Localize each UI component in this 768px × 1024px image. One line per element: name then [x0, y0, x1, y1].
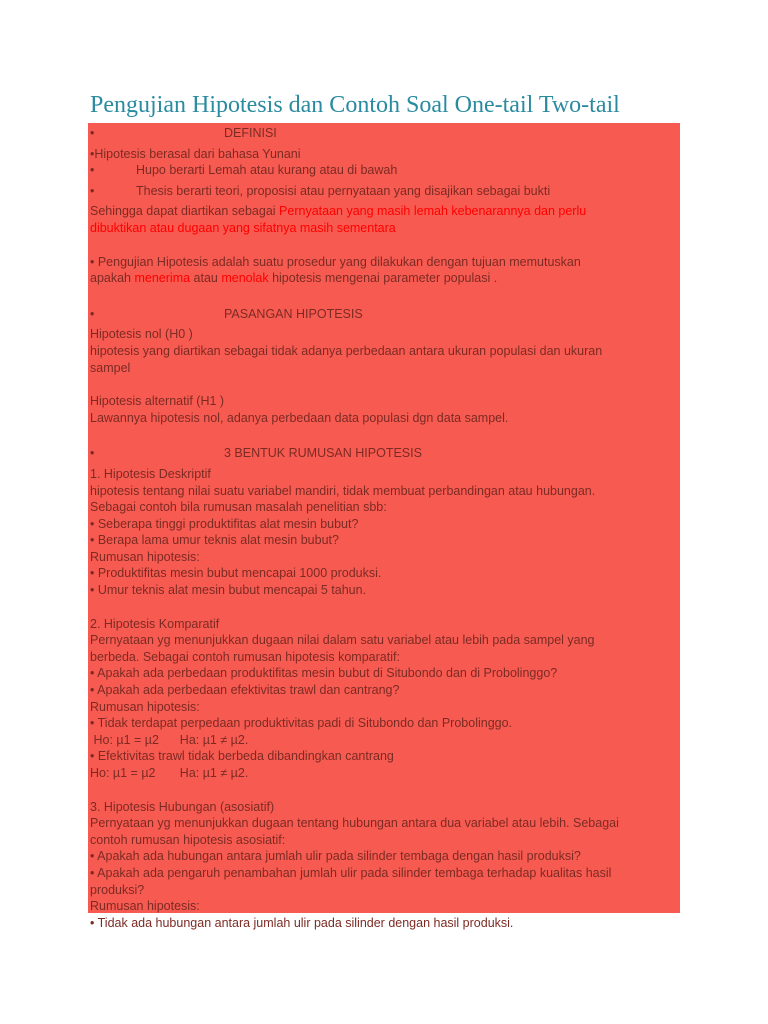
deskriptif-line: Sebagai contoh bila rumusan masalah penelitian sbb: [90, 500, 387, 515]
komparatif-line: Ho: µ1 = µ2 Ha: µ1 ≠ µ2. [90, 766, 249, 780]
deskriptif-line: • Seberapa tinggi produktifitas alat mesin bubut? [90, 516, 359, 531]
bullet: • [90, 126, 95, 140]
pengujian-definition: • Pengujian Hipotesis adalah suatu prosedur yang dilakukan dengan tujuan memutuskan [90, 254, 581, 269]
hubungan-title: 3. Hipotesis Hubungan (asosiatif) [90, 799, 275, 814]
deskriptif-line: Rumusan hipotesis: [90, 549, 200, 564]
hubungan-line: Rumusan hipotesis: [90, 899, 200, 914]
bullet: • [90, 163, 95, 178]
komparatif-line: Rumusan hipotesis: [90, 699, 200, 714]
pengujian-atau: atau [190, 271, 222, 286]
hubungan-line: Pernyataan yg menunjukkan dugaan tentang hubungan antara dua variabel atau lebih. Sebagai [90, 816, 619, 831]
komparatif-line: • Tidak terdapat perpedaan produktivitas padi di Situbondo dan Probolinggo. [90, 716, 513, 731]
komparatif-line: berbeda. Sebagai contoh rumusan hipotesis komparatif: [90, 649, 400, 664]
sehingga-highlight-2: dibuktikan atau dugaan yang sifatnya masih sementara [90, 220, 396, 235]
komparatif-title: 2. Hipotesis Komparatif [90, 616, 220, 631]
section-heading-pasangan [90, 306, 678, 323]
pengujian-menolak: menolak [221, 271, 269, 286]
h0-description-2: sampel [90, 360, 131, 375]
komparatif-line: • Efektivitas trawl tidak berbeda dibandingkan cantrang [90, 749, 394, 764]
pasangan-heading: PASANGAN HIPOTESIS [224, 306, 363, 321]
h0-description: hipotesis yang diartikan sebagai tidak adanya perbedaan antara ukuran populasi dan ukuran [90, 343, 603, 358]
page-title: Pengujian Hipotesis dan Contoh Soal One-tail Two-tail [90, 92, 620, 118]
deskriptif-line: • Umur teknis alat mesin bubut mencapai 5 tahun. [90, 583, 367, 598]
definisi-heading: DEFINISI [224, 126, 277, 140]
definisi-thesis [90, 183, 678, 200]
hubungan-line: produksi? [90, 882, 145, 897]
bullet: • [90, 183, 95, 198]
hubungan-line: contoh rumusan hipotesis asosiatif: [90, 832, 286, 847]
hubungan-line: • Tidak ada hubungan antara jumlah ulir pada silinder dengan hasil produksi. [90, 915, 514, 930]
h0-title: Hipotesis nol (H0 ) [90, 327, 193, 342]
pengujian-menerima: menerima [134, 271, 191, 286]
h1-description: Lawannya hipotesis nol, adanya perbedaan data populasi dgn data sampel. [90, 410, 509, 425]
bentuk-heading: 3 BENTUK RUMUSAN HIPOTESIS [224, 446, 422, 461]
bullet: • [90, 306, 95, 321]
deskriptif-line: hipotesis tentang nilai suatu variabel mandiri, tidak membuat perbandingan atau hubungan. [90, 483, 596, 498]
section-heading-definisi [90, 125, 678, 142]
hubungan-line: • Apakah ada pengaruh penambahan jumlah ulir pada silinder tembaga terhadap kualitas hasil [90, 865, 612, 880]
komparatif-line: Ho: µ1 = µ2 Ha: µ1 ≠ µ2. [90, 732, 249, 747]
pengujian-apakah: apakah [90, 271, 135, 286]
h1-title: Hipotesis alternatif (H1 ) [90, 394, 225, 409]
definisi-origin: •Hipotesis berasal dari bahasa Yunani [90, 146, 301, 161]
deskriptif-line: • Produktifitas mesin bubut mencapai 1000 produksi. [90, 566, 382, 581]
pengujian-definition-2 [90, 270, 678, 287]
komparatif-line: • Apakah ada perbedaan efektivitas trawl dan cantrang? [90, 683, 400, 698]
definisi-sehingga [90, 203, 678, 220]
bullet: • [90, 446, 95, 461]
sehingga-highlight-1: Pernyataan yang masih lemah kebenarannya dan perlu [279, 204, 587, 219]
deskriptif-title: 1. Hipotesis Deskriptif [90, 466, 211, 481]
definisi-hupo-text: Hupo berarti Lemah atau kurang atau di bawah [136, 163, 398, 178]
content-panel [88, 123, 680, 930]
section-heading-bentuk [90, 445, 678, 462]
pengujian-rest: hipotesis mengenai parameter populasi . [268, 271, 498, 286]
hubungan-line: • Apakah ada hubungan antara jumlah ulir pada silinder tembaga dengan hasil produksi? [90, 849, 581, 864]
definisi-thesis-text: Thesis berarti teori, proposisi atau pernyataan yang disajikan sebagai bukti [136, 183, 551, 198]
sehingga-prefix: Sehingga dapat diartikan sebagai [90, 204, 280, 219]
definisi-hupo [90, 162, 678, 179]
deskriptif-line: • Berapa lama umur teknis alat mesin bubut? [90, 533, 339, 548]
komparatif-line: Pernyataan yg menunjukkan dugaan nilai dalam satu variabel atau lebih pada sampel yang [90, 633, 595, 648]
komparatif-line: • Apakah ada perbedaan produktifitas mesin bubut di Situbondo dan di Probolinggo? [90, 666, 558, 681]
